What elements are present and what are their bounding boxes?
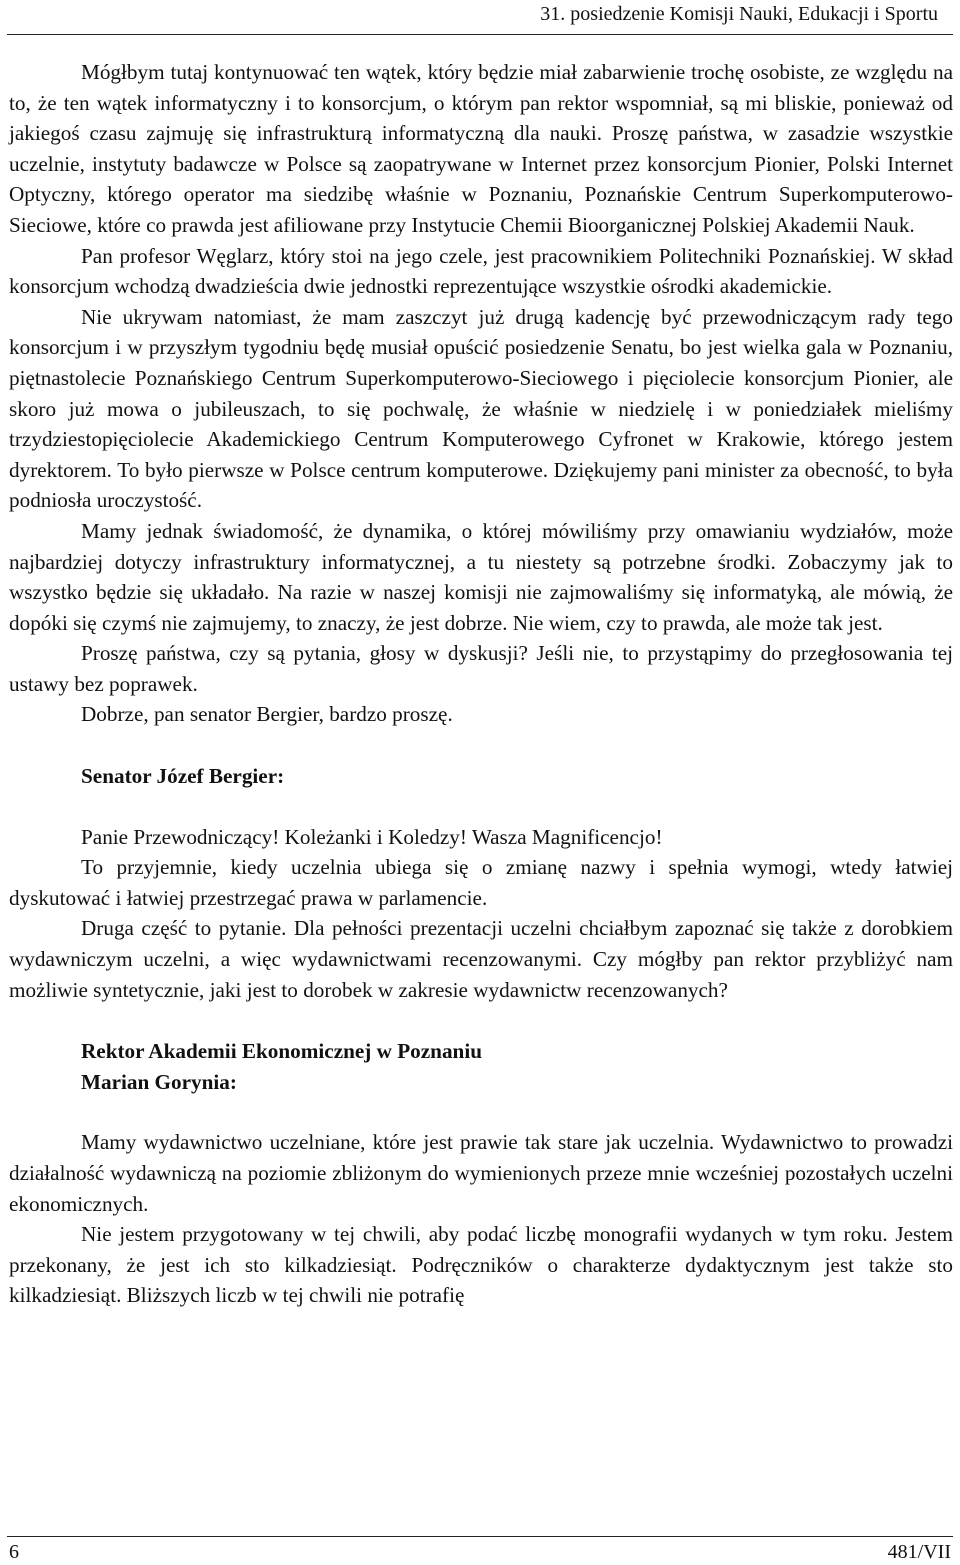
paragraph: Panie Przewodniczący! Koleżanki i Koledzy! Wasza Magnificencjo!	[81, 824, 663, 849]
page-header	[0, 0, 960, 40]
speaker-heading: Rektor Akademii Ekonomicznej w Poznaniu	[81, 1039, 483, 1064]
paragraph: Mógłbym tutaj kontynuować ten wątek, który będzie miał zabarwienie trochę osobiste, ze względu na to, że ten wątek informatyczny i to konsorcjum, o którym pan rektor wspomniał, są mi bliskie, ponieważ od jakiegoś czasu zajmuję się infrastrukturą informatyczną dla nauki. Proszę państwa, w zasadzie wszystkie uczelnie, instytuty badawcze w Polsce są zaopatrywane w Internet przez konsorcjum Pionier, Polski Internet Optyczny, którego operator ma siedzibę właśnie w Poznaniu, Poznańskie Centrum Superkomputerowo-Sieciowe, które co prawda jest afiliowane przy Instytucie Chemii Bioorganicznej Polskiej Akademii Nauk.	[9, 60, 953, 237]
spacer	[9, 730, 953, 761]
page-number: 6	[9, 1541, 19, 1563]
transcript-body	[9, 57, 953, 1311]
speaker-heading: Marian Gorynia:	[81, 1069, 237, 1094]
spacer	[9, 1005, 953, 1036]
paragraph: Nie jestem przygotowany w tej chwili, aby podać liczbę monografii wydanych w tym roku. Jestem przekonany, że jest ich sto kilkadziesiąt. Podręczników o charakterze dydaktycznym jest także sto kilkadziesiąt. Bliższych liczb w tej chwili nie potrafię	[9, 1222, 953, 1308]
paragraph: To przyjemnie, kiedy uczelnia ubiega się o zmianę nazwy i spełnia wymogi, wtedy łatwiej dyskutować i łatwiej przestrzegać prawa w parlamencie.	[9, 855, 953, 910]
running-header-title: 31. posiedzenie Komisji Nauki, Edukacji i Sportu	[540, 3, 938, 25]
paragraph: Dobrze, pan senator Bergier, bardzo proszę.	[81, 702, 453, 727]
header-divider	[7, 34, 953, 35]
paragraph: Mamy wydawnictwo uczelniane, które jest prawie tak stare jak uczelnia. Wydawnictwo to prowadzi działalność wydawniczą na poziomie zbliżonym do wymienionych przeze mnie wcześniej pozostałych uczelni ekonomicznych.	[9, 1130, 953, 1216]
paragraph: Druga część to pytanie. Dla pełności prezentacji uczelni chciałbym zapoznać się także z dorobkiem wydawniczym uczelni, a więc wydawnictwami recenzowanymi. Czy mógłby pan rektor przybliżyć nam możliwie syntetycznie, jaki jest to dorobek w zakresie wydawnictw recenzowanych?	[9, 916, 953, 1002]
spacer	[9, 792, 953, 822]
speaker-heading: Senator Józef Bergier:	[81, 764, 285, 789]
footer-divider	[7, 1536, 953, 1537]
document-number: 481/VII	[887, 1541, 951, 1563]
paragraph: Pan profesor Węglarz, który stoi na jego czele, jest pracownikiem Politechniki Poznańskiej. W skład konsorcjum wchodzą dwadzieścia dwie jednostki reprezentujące wszystkie ośrodki akademickie.	[9, 243, 953, 299]
paragraph: Nie ukrywam natomiast, że mam zaszczyt już drugą kadencję być przewodniczącym rady tego konsorcjum i w przyszłym tygodniu będę musiał opuścić posiedzenie Senatu, bo jest wielka gala w Poznaniu, piętnastolecie Poznańskiego Centrum Superkomputerowo-Sieciowego i pięciolecie konsorcjum Pionier, ale skoro już mowa o jubileuszach, to się pochwalę, że właśnie w niedzielę i w poniedziałek mieliśmy trzydziestopięciolecie Akademickiego Centrum Komputerowego Cyfronet w Krakowie, którego jestem dyrektorem. To było pierwsze w Polsce centrum komputerowe. Dziękujemy pani minister za obecność, to była podniosła uroczystość.	[9, 304, 953, 513]
paragraph: Mamy jednak świadomość, że dynamika, o której mówiliśmy przy omawianiu wydziałów, może najbardziej dotyczy infrastruktury informatycznej, a tu niestety są potrzebne środki. Zobaczymy jak to wszystko będzie się układało. Na razie w naszej komisji nie zajmowaliśmy się informatyką, ale mówią, że dopóki się czymś nie zajmujemy, to znaczy, że jest dobrze. Nie wiem, czy to prawda, ale może tak jest.	[9, 518, 953, 635]
spacer	[9, 1097, 953, 1127]
paragraph: Proszę państwa, czy są pytania, głosy w dyskusji? Jeśli nie, to przystąpimy do przegłosowania tej ustawy bez poprawek.	[9, 641, 953, 696]
